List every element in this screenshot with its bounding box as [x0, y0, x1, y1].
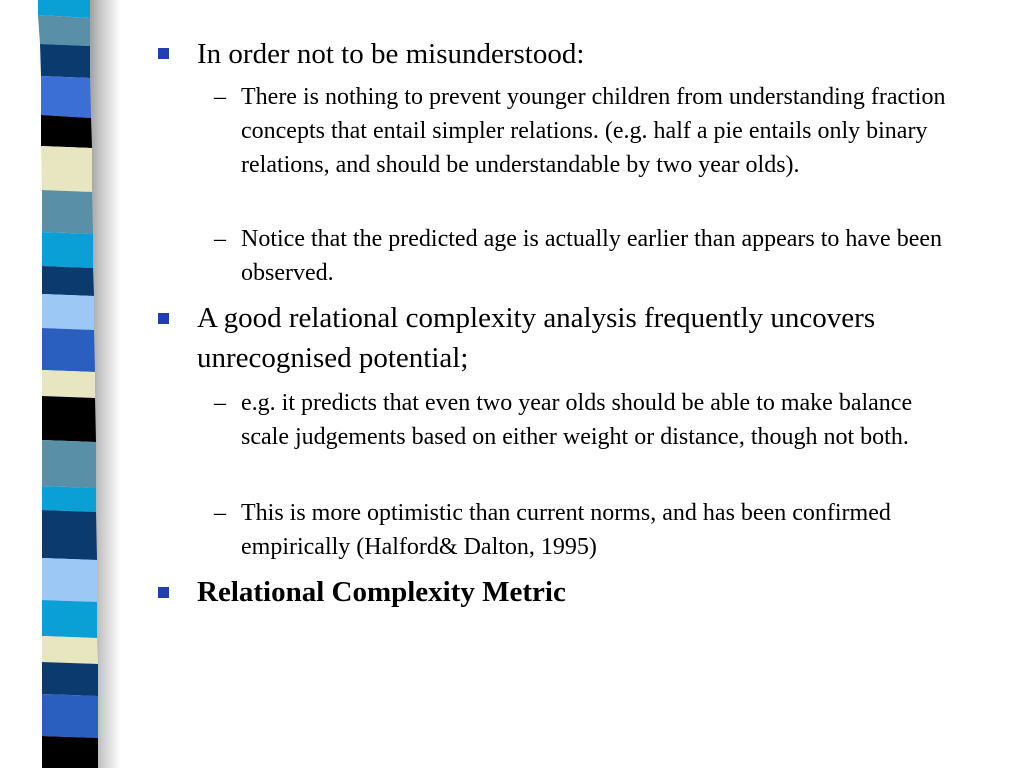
dash-marker: – — [214, 226, 226, 252]
sub-bullet-text: Notice that the predicted age is actually earlier than appears to have been observed. — [241, 226, 943, 286]
square-bullet-icon — [158, 587, 169, 598]
sub-bullet-text: e.g. it predicts that even two year olds should be able to make balance scale judgements based on either weight or distance, though not both. — [241, 390, 913, 450]
dash-marker: – — [214, 390, 226, 416]
square-bullet-icon — [158, 48, 169, 59]
bullet-text: Relational Complexity Metric — [197, 576, 566, 608]
bullet-text: In order not to be misunderstood: — [197, 38, 585, 70]
square-bullet-icon — [158, 313, 169, 324]
bullet-text: A good relational complexity analysis frequently uncovers unrecognised potential; — [197, 302, 876, 374]
dash-marker: – — [214, 84, 226, 110]
sub-bullet-text: This is more optimistic than current norms, and has been confirmed empirically (Halford& Dalton, 1995) — [241, 500, 891, 560]
dash-marker: – — [214, 500, 226, 526]
sub-bullet-text: There is nothing to prevent younger children from understanding fraction concepts that entail simpler relations. (e.g. half a pie entails only binary relations, and should be understandable by two year olds). — [241, 84, 946, 178]
